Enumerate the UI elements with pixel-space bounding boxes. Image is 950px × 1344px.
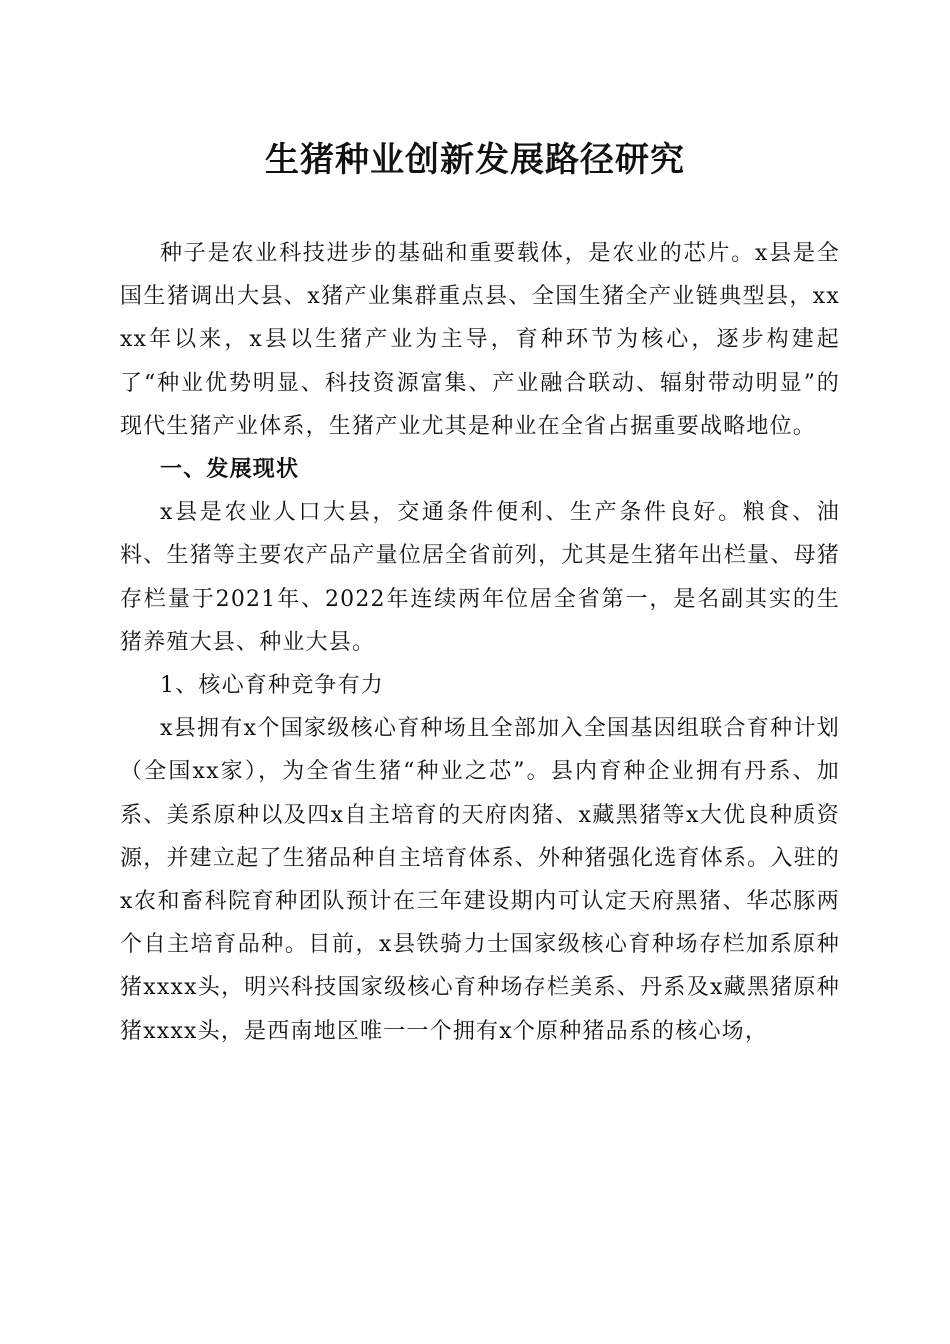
subsection-heading-core-breeding: 1、核心育种竞争有力 bbox=[160, 673, 384, 699]
document-body bbox=[120, 232, 840, 1053]
core-breeding-paragraph: x县拥有x个国家级核心育种场且全部加入全国基因组联合育种计划（全国xx家），为全省生猪“种业之芯”。县内育种企业拥有丹系、加系、美系原种以及四x自主培育的天府肉猪、x藏黑猪等x大优良种质资源，并建立起了生猪品种自主培育体系、外种猪强化选育体系。入驻的x农和畜科院育种团队预计在三年建设期内可认定天府黑猪、华芯豚两个自主培育品种。目前，x县铁骑力士国家级核心育种场存栏加系原种猪xxxx头，明兴科技国家级核心育种场存栏美系、丹系及x藏黑猪原种猪xxxx头，是西南地区唯一一个拥有x个原种猪品系的核心场， bbox=[120, 716, 840, 1044]
document-title: 生猪种业创新发展路径研究 bbox=[265, 140, 685, 180]
status-paragraph: x县是农业人口大县，交通条件便利、生产条件良好。粮食、油料、生猪等主要农产品产量位居全省前列，尤其是生猪年出栏量、母猪存栏量于2021年、2022年连续两年位居全省第一，是名副其实的生猪养殖大县、种业大县。 bbox=[120, 500, 840, 655]
intro-paragraph: 种子是农业科技进步的基础和重要载体，是农业的芯片。x县是全国生猪调出大县、x猪产业集群重点县、全国生猪全产业链典型县，xxxx年以来，x县以生猪产业为主导，育种环节为核心，逐步构建起了“种业优势明显、科技资源富集、产业融合联动、辐射带动明显”的现代生猪产业体系，生猪产业尤其是种业在全省占据重要战略地位。 bbox=[120, 241, 840, 439]
section-heading-development-status: 一、发展现状 bbox=[160, 457, 300, 483]
